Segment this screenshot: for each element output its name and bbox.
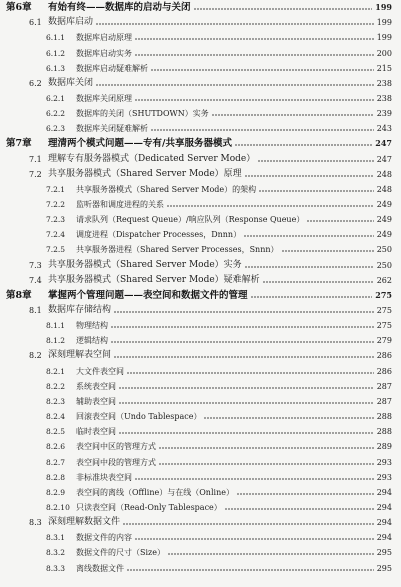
toc-entry-number: 8.2.3: [46, 396, 66, 406]
toc-entry-number: 8.2.9: [46, 487, 66, 497]
toc-entry-title: 数据文件的尺寸（Size）: [76, 548, 165, 558]
toc-entry-number: 8.1.2: [46, 336, 66, 346]
toc-entry-title: 数据库启动原理: [76, 33, 132, 43]
toc-entry-number: 8.3.1: [46, 533, 66, 543]
toc-subsection-row: [0, 198, 401, 211]
toc-subsection-row: [0, 92, 401, 105]
toc-subsection-row: [0, 319, 401, 332]
toc-entry-number: 8.2.4: [46, 412, 66, 422]
toc-subsection-row: [0, 62, 401, 75]
toc-leader-dots: [111, 319, 374, 332]
toc-entry-title: 深刻理解表空间: [48, 350, 112, 361]
toc-entry-page: 199: [376, 18, 392, 28]
toc-leader-dots: [135, 47, 374, 60]
toc-entry-number: 8.2.6: [46, 442, 66, 452]
toc-entry-page: 293: [376, 472, 392, 482]
toc-entry-title: 数据库关闭疑难解析: [76, 124, 148, 134]
toc-entry-number: 6.2.3: [46, 124, 66, 134]
toc-entry-page: 288: [376, 427, 392, 437]
toc-section-row: [0, 274, 401, 287]
toc-entry-page: 239: [376, 109, 392, 118]
toc-entry-number: 6.1.2: [46, 48, 66, 58]
toc-entry-number: 6.1.1: [46, 33, 66, 43]
toc-entry-number: 7.4: [29, 275, 42, 285]
toc-subsection-row: [0, 425, 401, 438]
toc-chapter-row: [0, 1, 401, 14]
toc-entry-number: 8.2.8: [46, 472, 66, 482]
toc-section-row: [0, 168, 401, 181]
toc-subsection-row: [0, 213, 401, 226]
toc-entry-title: 回滚表空间（Undo Tablespace）: [76, 412, 202, 422]
toc-entry-title: 共享服务器模式（Shared Server Mode）实务: [48, 259, 242, 270]
toc-entry-number: 7.2.4: [46, 230, 66, 240]
toc-leader-dots: [235, 137, 372, 150]
toc-leader-dots: [159, 440, 374, 453]
toc-entry-title: 表空间中区的管理方式: [76, 442, 156, 452]
toc-leader-dots: [167, 198, 374, 211]
toc-entry-title: 有始有终——数据库的启动与关闭: [48, 2, 191, 13]
toc-entry-page: 243: [376, 124, 392, 134]
toc-subsection-row: [0, 395, 401, 408]
toc-entry-number: 7.3: [29, 260, 42, 270]
toc-entry-page: 249: [376, 215, 392, 225]
toc-entry-page: 294: [376, 502, 392, 512]
toc-entry-title: 数据库启动: [48, 17, 94, 28]
toc-entry-number: 6.2.2: [46, 109, 66, 118]
toc-entry-page: 238: [376, 93, 392, 103]
toc-subsection-row: [0, 562, 401, 575]
toc-subsection-row: [0, 440, 401, 453]
toc-entry-number: 8.2.5: [46, 427, 66, 437]
toc-subsection-row: [0, 471, 401, 484]
toc-entry-page: 293: [376, 457, 392, 467]
toc-entry-title: 数据库的关闭（SHUTDOWN）实务: [76, 109, 209, 118]
toc-leader-dots: [237, 486, 374, 499]
toc-entry-page: 215: [376, 63, 392, 73]
toc-leader-dots: [245, 168, 374, 181]
toc-entry-page: 200: [376, 48, 392, 58]
toc-entry-title: 数据库启动实务: [76, 48, 132, 58]
toc-entry-number: 8.3: [29, 518, 42, 528]
toc-section-row: [0, 304, 401, 317]
toc-leader-dots: [111, 334, 374, 347]
toc-entry-number: 6.1: [29, 18, 42, 28]
toc-leader-dots: [258, 153, 374, 166]
toc-entry-title: 深刻理解数据文件: [48, 517, 121, 528]
toc-leader-dots: [119, 395, 374, 408]
toc-chapter-row: [0, 137, 401, 150]
toc-entry-page: 275: [375, 289, 392, 300]
toc-entry-page: 199: [375, 2, 392, 12]
toc-entry-title: 共享服务器模式（Shared Server Mode）的架构: [76, 184, 257, 194]
toc-subsection-row: [0, 486, 401, 499]
toc-section-row: [0, 16, 401, 29]
toc-entry-number: 7.2.3: [46, 215, 66, 225]
toc-entry-page: 288: [376, 412, 392, 422]
toc-entry-number: 8.1.1: [46, 321, 66, 331]
toc-subsection-row: [0, 501, 401, 514]
toc-subsection-row: [0, 410, 401, 423]
toc-leader-dots: [135, 31, 374, 44]
toc-entry-title: 数据库存储结构: [48, 305, 112, 315]
toc-entry-page: 286: [376, 351, 392, 361]
toc-entry-page: 295: [376, 563, 392, 573]
toc-subsection-row: [0, 107, 401, 120]
toc-leader-dots: [119, 425, 374, 438]
toc-leader-dots: [127, 365, 374, 378]
toc-entry-title: 辅助表空间: [76, 396, 116, 406]
toc-entry-number: 8.3.3: [46, 563, 66, 573]
toc-entry-title: 表空间中段的管理方式: [76, 457, 156, 467]
toc-entry-number: 8.2.2: [46, 381, 66, 391]
toc-entry-page: 289: [376, 442, 392, 452]
toc-entry-page: 262: [376, 275, 392, 285]
toc-entry-page: 199: [376, 33, 392, 43]
toc-entry-number: 6.2: [29, 78, 42, 88]
toc-section-row: [0, 77, 401, 90]
toc-entry-title: 数据文件的内容: [76, 533, 132, 543]
toc-entry-number: 第7章: [6, 138, 32, 150]
toc-entry-number: 8.2.7: [46, 457, 66, 467]
toc-entry-page: 286: [376, 366, 392, 376]
toc-leader-dots: [307, 213, 374, 226]
toc-entry-title: 只读表空间（Read-Only Tablespace）: [76, 502, 222, 512]
toc-entry-page: 287: [376, 381, 392, 391]
toc-subsection-row: [0, 31, 401, 44]
toc-entry-title: 数据库关闭: [48, 77, 94, 88]
toc-leader-dots: [194, 1, 372, 14]
toc-entry-number: 8.2.10: [46, 502, 70, 512]
toc-entry-title: 物理结构: [76, 321, 108, 331]
toc-section-row: [0, 516, 401, 529]
toc-section-row: [0, 349, 401, 362]
toc-entry-title: 数据库启动疑难解析: [76, 63, 148, 73]
toc-leader-dots: [135, 471, 374, 484]
toc-entry-number: 7.2.5: [46, 245, 66, 255]
toc-subsection-row: [0, 122, 401, 135]
toc-entry-title: 非标准块表空间: [76, 472, 132, 482]
toc-leader-dots: [96, 16, 374, 29]
toc-entry-title: 逻辑结构: [76, 336, 108, 346]
toc-entry-page: 275: [376, 321, 392, 331]
toc-entry-title: 监听器和调度进程的关系: [76, 200, 164, 209]
toc-entry-page: 294: [376, 518, 392, 528]
toc-subsection-row: [0, 365, 401, 378]
toc-entry-title: 掌握两个管理问题——表空间和数据文件的管理: [48, 289, 248, 301]
toc-entry-title: 离线数据文件: [76, 563, 124, 573]
toc-subsection-row: [0, 456, 401, 469]
toc-entry-title: 共享服务器进程（Shared Server Processes，Snnn）: [76, 245, 279, 255]
toc-entry-number: 6.1.3: [46, 63, 66, 73]
toc-entry-number: 7.2: [29, 169, 42, 179]
toc-leader-dots: [168, 546, 374, 559]
toc-subsection-row: [0, 546, 401, 559]
toc-entry-title: 请求队列（Request Queue）/响应队列（Response Queue）: [76, 215, 305, 225]
toc-leader-dots: [251, 289, 372, 302]
toc-entry-title: 共享服务器模式（Shared Server Mode）疑难解析: [48, 274, 260, 285]
toc-chapter-row: [0, 289, 401, 302]
toc-entry-title: 数据库关闭原理: [76, 93, 132, 103]
toc-leader-dots: [259, 183, 374, 196]
toc-entry-number: 6.2.1: [46, 93, 66, 103]
toc-section-row: [0, 153, 401, 166]
toc-leader-dots: [127, 562, 374, 575]
toc-entry-page: 250: [376, 260, 392, 270]
toc-leader-dots: [135, 531, 374, 544]
toc-leader-dots: [245, 259, 374, 272]
toc-leader-dots: [159, 456, 374, 469]
toc-entry-page: 275: [376, 306, 392, 315]
toc-leader-dots: [225, 501, 374, 514]
toc-leader-dots: [212, 107, 374, 120]
toc-entry-page: 294: [376, 533, 392, 543]
toc-entry-title: 系统表空间: [76, 381, 116, 391]
toc-entry-page: 238: [376, 78, 392, 88]
toc-entry-page: 248: [376, 184, 392, 194]
toc-entry-page: 248: [376, 169, 392, 179]
toc-entry-title: 调度进程（Dispatcher Processes，Dnnn）: [76, 230, 242, 240]
toc-entry-number: 7.1: [29, 154, 42, 164]
toc-section-row: [0, 259, 401, 272]
toc-subsection-row: [0, 334, 401, 347]
toc-entry-title: 临时表空间: [76, 427, 116, 437]
toc-leader-dots: [119, 380, 374, 393]
toc-subsection-row: [0, 228, 401, 241]
toc-entry-title: 共享服务器模式（Shared Server Mode）原理: [48, 168, 242, 179]
toc-entry-number: 7.2.2: [46, 200, 66, 209]
toc-leader-dots: [151, 62, 374, 75]
toc-subsection-row: [0, 380, 401, 393]
toc-entry-title: 大文件表空间: [76, 366, 124, 376]
toc-entry-page: 295: [376, 548, 392, 558]
toc-leader-dots: [114, 304, 374, 317]
toc-leader-dots: [135, 92, 374, 105]
toc-subsection-row: [0, 183, 401, 196]
toc-entry-page: 247: [376, 154, 392, 164]
toc-entry-page: 294: [376, 487, 392, 497]
toc-leader-dots: [263, 274, 374, 287]
toc-entry-title: 理解专有服务器模式（Dedicated Server Mode）: [48, 153, 256, 164]
toc-leader-dots: [244, 228, 374, 241]
toc-entry-page: 249: [376, 230, 392, 240]
toc-entry-title: 表空间的离线（Offline）与在线（Online）: [76, 487, 234, 497]
toc-leader-dots: [204, 410, 374, 423]
toc-entry-page: 287: [376, 396, 392, 406]
toc-entry-page: 249: [376, 200, 392, 209]
toc-leader-dots: [96, 77, 374, 90]
toc-subsection-row: [0, 243, 401, 256]
toc-entry-number: 8.1: [29, 306, 42, 315]
toc-leader-dots: [151, 122, 374, 135]
toc-leader-dots: [282, 243, 374, 256]
toc-entry-page: 247: [375, 138, 392, 149]
toc-entry-title: 理清两个模式问题——专有/共享服务器模式: [48, 138, 232, 150]
toc-entry-number: 第8章: [6, 289, 32, 301]
toc-subsection-row: [0, 47, 401, 60]
toc-leader-dots: [114, 349, 374, 362]
toc-entry-number: 8.2: [29, 351, 42, 361]
toc-leader-dots: [123, 516, 374, 529]
toc-entry-number: 7.2.1: [46, 184, 66, 194]
toc-entry-number: 8.3.2: [46, 548, 66, 558]
toc-entry-page: 250: [376, 245, 392, 255]
toc-entry-page: 279: [376, 336, 392, 346]
toc-entry-number: 第6章: [6, 2, 32, 13]
toc-subsection-row: [0, 531, 401, 544]
toc-entry-number: 8.2.1: [46, 366, 66, 376]
